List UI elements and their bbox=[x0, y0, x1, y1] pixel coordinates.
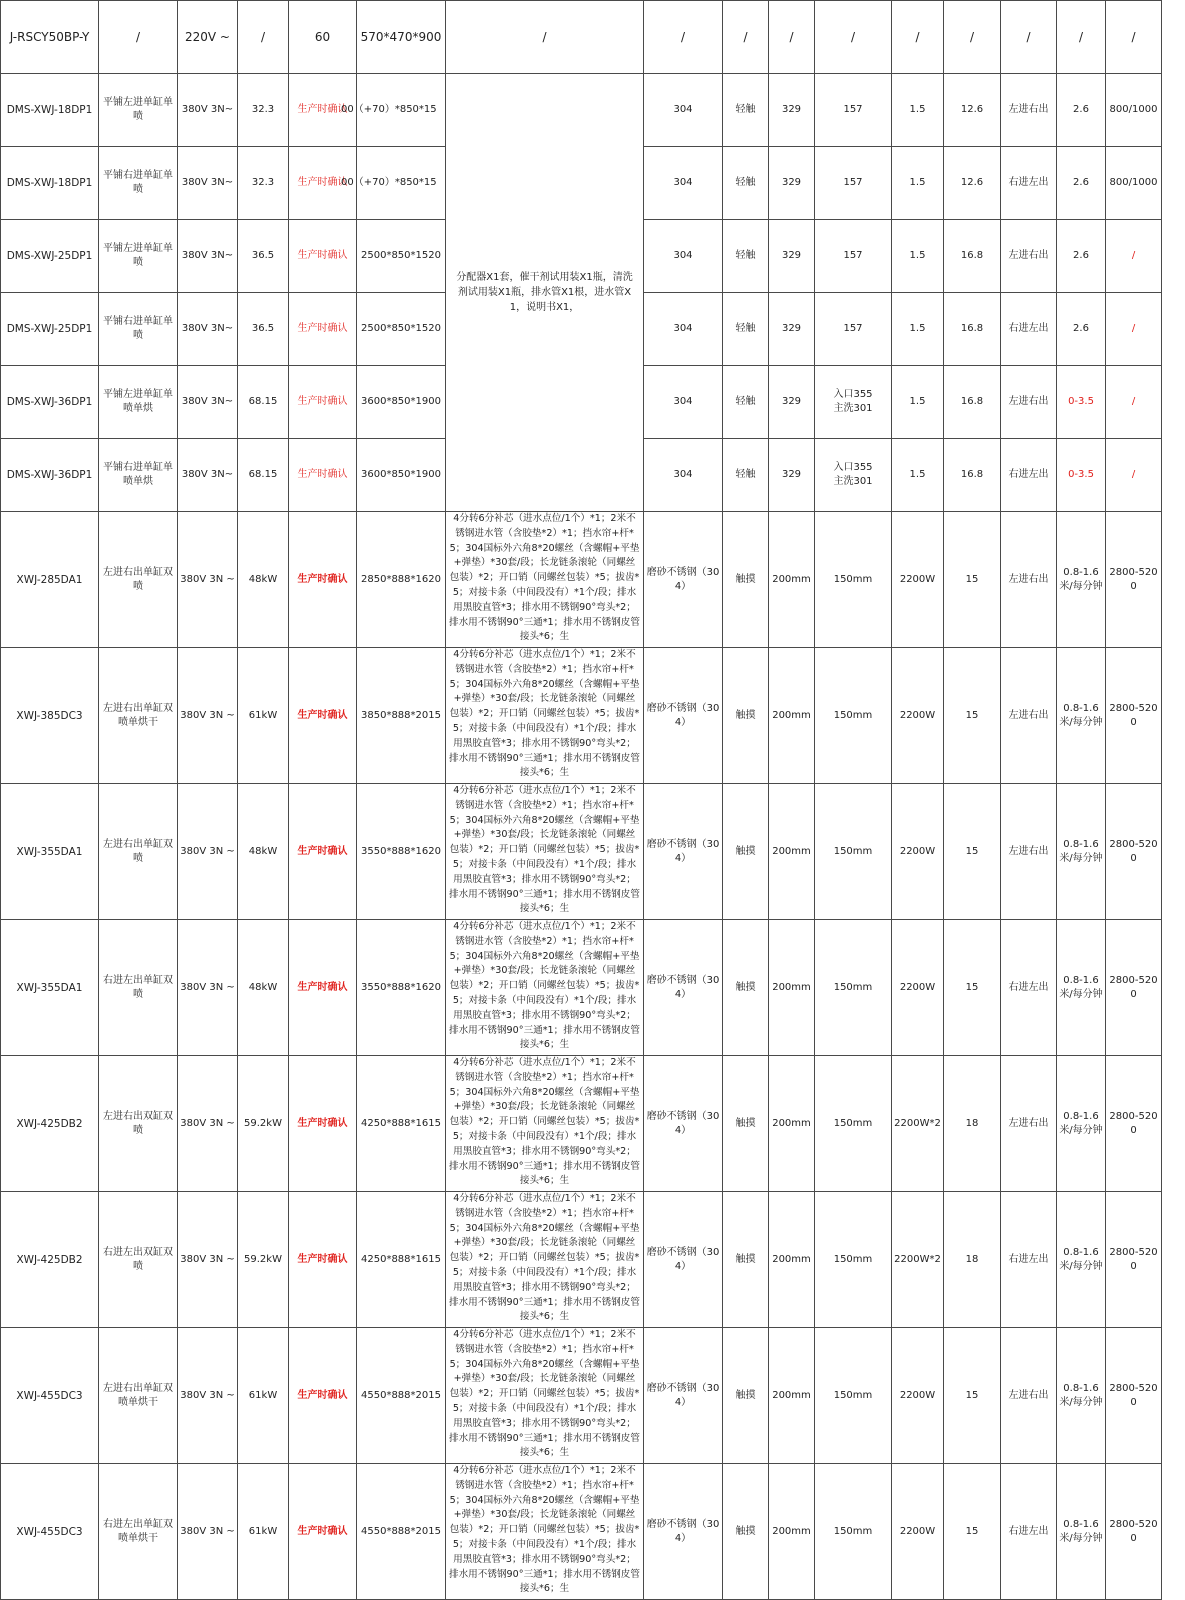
table-body bbox=[1, 1, 1162, 1600]
cell-capacity: 2800-5200 bbox=[1106, 1192, 1162, 1328]
cell-voltage: 380V 3N~ bbox=[178, 439, 238, 512]
cell-capacity: 800/1000 bbox=[1106, 74, 1162, 147]
cell-material: / bbox=[644, 1, 723, 74]
cell-model: DMS-XWJ-25DP1 bbox=[1, 220, 99, 293]
cell-direction: 右进左出 bbox=[1001, 1464, 1057, 1600]
cell-direction: 左进右出 bbox=[1001, 1328, 1057, 1464]
cell-model: XWJ-385DC3 bbox=[1, 648, 99, 784]
cell-c10: 157 bbox=[815, 293, 892, 366]
cell-capacity: 2800-5200 bbox=[1106, 784, 1162, 920]
cell-c11: 1.5 bbox=[892, 147, 944, 220]
cell-description: 平铺左进单缸单喷单烘 bbox=[99, 366, 178, 439]
cell-power: 61kW bbox=[238, 1464, 289, 1600]
cell-capacity: / bbox=[1106, 366, 1162, 439]
cell-material: 磨砂不锈钢（304） bbox=[644, 1056, 723, 1192]
cell-status: 生产时确认 bbox=[289, 220, 357, 293]
cell-speed: 2.6 bbox=[1057, 220, 1106, 293]
cell-speed: 0-3.5 bbox=[1057, 439, 1106, 512]
cell-c10: / bbox=[815, 1, 892, 74]
cell-dimensions: 00（+70）*850*15 bbox=[357, 74, 446, 147]
cell-status: 生产时确认 bbox=[289, 1056, 357, 1192]
cell-capacity: 2800-5200 bbox=[1106, 1056, 1162, 1192]
cell-c9: 329 bbox=[769, 366, 815, 439]
cell-c11: 2200W bbox=[892, 648, 944, 784]
cell-power: 32.3 bbox=[238, 147, 289, 220]
cell-status: 生产时确认 bbox=[289, 147, 357, 220]
cell-material: 磨砂不锈钢（304） bbox=[644, 512, 723, 648]
cell-c11: 1.5 bbox=[892, 220, 944, 293]
cell-voltage: 380V 3N~ bbox=[178, 74, 238, 147]
cell-model: J-RSCY50BP-Y bbox=[1, 1, 99, 74]
cell-control: 轻触 bbox=[723, 147, 769, 220]
cell-accessories: 4分转6分补芯（进水点位/1个）*1；2米不锈钢进水管（含胶垫*2）*1；挡水帘+杆*5；304国标外六角8*20螺丝（含螺帽+平垫+弹垫）*30套/段；长龙链条滚轮（同螺丝包装）*2；开口销（同螺丝包装）*5；拔齿*5；对接卡条（中间段没有）*1个/段；排水用黑胶直管*3；排水用不锈钢90°弯头*2；排水用不锈钢90°三通*1；排水用不锈钢皮管接头*6；生 bbox=[446, 1192, 644, 1328]
cell-c9: 329 bbox=[769, 220, 815, 293]
cell-status: 60 bbox=[289, 1, 357, 74]
cell-description: 左进右出单缸双喷单烘干 bbox=[99, 1328, 178, 1464]
table-row bbox=[1, 1192, 1162, 1328]
cell-speed: 0.8-1.6米/每分钟 bbox=[1057, 1328, 1106, 1464]
cell-model: XWJ-355DA1 bbox=[1, 784, 99, 920]
cell-c11: 2200W bbox=[892, 1464, 944, 1600]
cell-c10: 150mm bbox=[815, 512, 892, 648]
cell-dimensions: 3600*850*1900 bbox=[357, 439, 446, 512]
cell-speed: 0.8-1.6米/每分钟 bbox=[1057, 512, 1106, 648]
cell-description: 平铺右进单缸单喷单烘 bbox=[99, 439, 178, 512]
table-row bbox=[1, 1328, 1162, 1464]
cell-power: / bbox=[238, 1, 289, 74]
cell-c12: 16.8 bbox=[944, 439, 1001, 512]
cell-dimensions: 3850*888*2015 bbox=[357, 648, 446, 784]
cell-control: 轻触 bbox=[723, 74, 769, 147]
cell-status: 生产时确认 bbox=[289, 1464, 357, 1600]
cell-c12: 18 bbox=[944, 1192, 1001, 1328]
cell-c12: 15 bbox=[944, 648, 1001, 784]
cell-c10: 150mm bbox=[815, 784, 892, 920]
cell-direction: 右进左出 bbox=[1001, 439, 1057, 512]
cell-accessories: 4分转6分补芯（进水点位/1个）*1；2米不锈钢进水管（含胶垫*2）*1；挡水帘+杆*5；304国标外六角8*20螺丝（含螺帽+平垫+弹垫）*30套/段；长龙链条滚轮（同螺丝包装）*2；开口销（同螺丝包装）*5；拔齿*5；对接卡条（中间段没有）*1个/段；排水用黑胶直管*3；排水用不锈钢90°弯头*2；排水用不锈钢90°三通*1；排水用不锈钢皮管接头*6；生 bbox=[446, 920, 644, 1056]
cell-material: 磨砂不锈钢（304） bbox=[644, 648, 723, 784]
cell-control: / bbox=[723, 1, 769, 74]
cell-direction: 左进右出 bbox=[1001, 512, 1057, 648]
cell-control: 轻触 bbox=[723, 366, 769, 439]
cell-model: DMS-XWJ-25DP1 bbox=[1, 293, 99, 366]
cell-accessories: 分配器X1套，催干剂试用装X1瓶，清洗剂试用装X1瓶，排水管X1根，进水管X1，说明书X1， bbox=[446, 74, 644, 512]
cell-power: 48kW bbox=[238, 920, 289, 1056]
cell-c12: 18 bbox=[944, 1056, 1001, 1192]
cell-control: 轻触 bbox=[723, 220, 769, 293]
cell-dimensions: 3550*888*1620 bbox=[357, 920, 446, 1056]
cell-accessories: 4分转6分补芯（进水点位/1个）*1；2米不锈钢进水管（含胶垫*2）*1；挡水帘+杆*5；304国标外六角8*20螺丝（含螺帽+平垫+弹垫）*30套/段；长龙链条滚轮（同螺丝包装）*2；开口销（同螺丝包装）*5；拔齿*5；对接卡条（中间段没有）*1个/段；排水用黑胶直管*3；排水用不锈钢90°弯头*2；排水用不锈钢90°三通*1；排水用不锈钢皮管接头*6；生 bbox=[446, 648, 644, 784]
cell-capacity: / bbox=[1106, 293, 1162, 366]
cell-power: 68.15 bbox=[238, 366, 289, 439]
cell-description: 左进右出单缸双喷单烘干 bbox=[99, 648, 178, 784]
cell-c12: 16.8 bbox=[944, 220, 1001, 293]
cell-speed: 0.8-1.6米/每分钟 bbox=[1057, 648, 1106, 784]
cell-c9: 200mm bbox=[769, 784, 815, 920]
cell-power: 61kW bbox=[238, 1328, 289, 1464]
cell-speed: 0-3.5 bbox=[1057, 366, 1106, 439]
cell-speed: 0.8-1.6米/每分钟 bbox=[1057, 920, 1106, 1056]
cell-material: 304 bbox=[644, 293, 723, 366]
cell-material: 磨砂不锈钢（304） bbox=[644, 784, 723, 920]
cell-c10: 入口355 主洗301 bbox=[815, 366, 892, 439]
cell-c9: 200mm bbox=[769, 1056, 815, 1192]
table-row bbox=[1, 784, 1162, 920]
cell-control: 触摸 bbox=[723, 648, 769, 784]
cell-speed: 0.8-1.6米/每分钟 bbox=[1057, 1056, 1106, 1192]
cell-speed: 0.8-1.6米/每分钟 bbox=[1057, 784, 1106, 920]
cell-c11: 2200W*2 bbox=[892, 1192, 944, 1328]
cell-direction: 右进左出 bbox=[1001, 1192, 1057, 1328]
cell-speed: 2.6 bbox=[1057, 74, 1106, 147]
cell-status: 生产时确认 bbox=[289, 293, 357, 366]
cell-material: 磨砂不锈钢（304） bbox=[644, 1192, 723, 1328]
cell-capacity: 2800-5200 bbox=[1106, 1464, 1162, 1600]
cell-c11: 1.5 bbox=[892, 439, 944, 512]
cell-model: XWJ-455DC3 bbox=[1, 1328, 99, 1464]
cell-c10: 157 bbox=[815, 74, 892, 147]
cell-capacity: 800/1000 bbox=[1106, 147, 1162, 220]
cell-direction: 右进左出 bbox=[1001, 920, 1057, 1056]
cell-status: 生产时确认 bbox=[289, 1192, 357, 1328]
cell-model: XWJ-355DA1 bbox=[1, 920, 99, 1056]
cell-c12: 16.8 bbox=[944, 366, 1001, 439]
cell-direction: 左进右出 bbox=[1001, 74, 1057, 147]
cell-capacity: 2800-5200 bbox=[1106, 512, 1162, 648]
cell-model: XWJ-285DA1 bbox=[1, 512, 99, 648]
cell-dimensions: 2850*888*1620 bbox=[357, 512, 446, 648]
cell-c11: 2200W bbox=[892, 1328, 944, 1464]
cell-status: 生产时确认 bbox=[289, 366, 357, 439]
cell-accessories: 4分转6分补芯（进水点位/1个）*1；2米不锈钢进水管（含胶垫*2）*1；挡水帘+杆*5；304国标外六角8*20螺丝（含螺帽+平垫+弹垫）*30套/段；长龙链条滚轮（同螺丝包装）*2；开口销（同螺丝包装）*5；拔齿*5；对接卡条（中间段没有）*1个/段；排水用黑胶直管*3；排水用不锈钢90°弯头*2；排水用不锈钢90°三通*1；排水用不锈钢皮管接头*6；生 bbox=[446, 1056, 644, 1192]
cell-c12: 12.6 bbox=[944, 147, 1001, 220]
cell-speed: 2.6 bbox=[1057, 293, 1106, 366]
cell-control: 触摸 bbox=[723, 784, 769, 920]
cell-power: 61kW bbox=[238, 648, 289, 784]
cell-accessories: 4分转6分补芯（进水点位/1个）*1；2米不锈钢进水管（含胶垫*2）*1；挡水帘+杆*5；304国标外六角8*20螺丝（含螺帽+平垫+弹垫）*30套/段；长龙链条滚轮（同螺丝包装）*2；开口销（同螺丝包装）*5；拔齿*5；对接卡条（中间段没有）*1个/段；排水用黑胶直管*3；排水用不锈钢90°弯头*2；排水用不锈钢90°三通*1；排水用不锈钢皮管接头*6；生 bbox=[446, 512, 644, 648]
cell-direction: / bbox=[1001, 1, 1057, 74]
cell-c10: 157 bbox=[815, 220, 892, 293]
cell-power: 36.5 bbox=[238, 220, 289, 293]
cell-c12: 15 bbox=[944, 920, 1001, 1056]
cell-accessories: 4分转6分补芯（进水点位/1个）*1；2米不锈钢进水管（含胶垫*2）*1；挡水帘+杆*5；304国标外六角8*20螺丝（含螺帽+平垫+弹垫）*30套/段；长龙链条滚轮（同螺丝包装）*2；开口销（同螺丝包装）*5；拔齿*5；对接卡条（中间段没有）*1个/段；排水用黑胶直管*3；排水用不锈钢90°弯头*2；排水用不锈钢90°三通*1；排水用不锈钢皮管接头*6；生 bbox=[446, 1328, 644, 1464]
cell-voltage: 380V 3N ~ bbox=[178, 512, 238, 648]
cell-material: 304 bbox=[644, 366, 723, 439]
cell-c10: 150mm bbox=[815, 920, 892, 1056]
cell-control: 触摸 bbox=[723, 1056, 769, 1192]
cell-dimensions: 3600*850*1900 bbox=[357, 366, 446, 439]
cell-description: 右进左出单缸双喷单烘干 bbox=[99, 1464, 178, 1600]
cell-c11: 2200W bbox=[892, 920, 944, 1056]
cell-c11: 2200W bbox=[892, 512, 944, 648]
cell-c12: 15 bbox=[944, 1464, 1001, 1600]
cell-control: 触摸 bbox=[723, 1328, 769, 1464]
cell-direction: 左进右出 bbox=[1001, 648, 1057, 784]
cell-dimensions: 4250*888*1615 bbox=[357, 1056, 446, 1192]
cell-power: 48kW bbox=[238, 784, 289, 920]
cell-accessories: / bbox=[446, 1, 644, 74]
cell-material: 磨砂不锈钢（304） bbox=[644, 1328, 723, 1464]
cell-status: 生产时确认 bbox=[289, 439, 357, 512]
cell-description: 右进左出双缸双喷 bbox=[99, 1192, 178, 1328]
cell-direction: 右进左出 bbox=[1001, 147, 1057, 220]
cell-dimensions: 00（+70）*850*15 bbox=[357, 147, 446, 220]
cell-model: DMS-XWJ-36DP1 bbox=[1, 366, 99, 439]
cell-c10: 150mm bbox=[815, 1056, 892, 1192]
cell-dimensions: 4550*888*2015 bbox=[357, 1328, 446, 1464]
cell-c11: 2200W*2 bbox=[892, 1056, 944, 1192]
cell-voltage: 380V 3N~ bbox=[178, 293, 238, 366]
cell-c9: 200mm bbox=[769, 1328, 815, 1464]
table-row bbox=[1, 648, 1162, 784]
cell-status: 生产时确认 bbox=[289, 920, 357, 1056]
cell-status: 生产时确认 bbox=[289, 74, 357, 147]
cell-description: 平铺右进单缸单喷 bbox=[99, 293, 178, 366]
cell-description: 右进左出单缸双喷 bbox=[99, 920, 178, 1056]
cell-capacity: 2800-5200 bbox=[1106, 648, 1162, 784]
cell-c11: 2200W bbox=[892, 784, 944, 920]
cell-voltage: 380V 3N ~ bbox=[178, 1328, 238, 1464]
cell-material: 304 bbox=[644, 74, 723, 147]
cell-c9: 200mm bbox=[769, 1192, 815, 1328]
cell-control: 触摸 bbox=[723, 1464, 769, 1600]
cell-voltage: 220V ~ bbox=[178, 1, 238, 74]
cell-c9: 329 bbox=[769, 439, 815, 512]
cell-voltage: 380V 3N ~ bbox=[178, 920, 238, 1056]
cell-capacity: / bbox=[1106, 220, 1162, 293]
cell-c9: 200mm bbox=[769, 1464, 815, 1600]
cell-control: 轻触 bbox=[723, 439, 769, 512]
cell-c10: 150mm bbox=[815, 1192, 892, 1328]
cell-speed: 0.8-1.6米/每分钟 bbox=[1057, 1464, 1106, 1600]
cell-c9: 329 bbox=[769, 293, 815, 366]
table-row bbox=[1, 1464, 1162, 1600]
cell-voltage: 380V 3N~ bbox=[178, 147, 238, 220]
cell-c9: 329 bbox=[769, 147, 815, 220]
cell-direction: 左进右出 bbox=[1001, 220, 1057, 293]
cell-description: 平铺左进单缸单喷 bbox=[99, 74, 178, 147]
cell-c12: 15 bbox=[944, 784, 1001, 920]
cell-status: 生产时确认 bbox=[289, 512, 357, 648]
cell-dimensions: 4550*888*2015 bbox=[357, 1464, 446, 1600]
cell-dimensions: 2500*850*1520 bbox=[357, 220, 446, 293]
cell-c10: 150mm bbox=[815, 648, 892, 784]
cell-accessories: 4分转6分补芯（进水点位/1个）*1；2米不锈钢进水管（含胶垫*2）*1；挡水帘+杆*5；304国标外六角8*20螺丝（含螺帽+平垫+弹垫）*30套/段；长龙链条滚轮（同螺丝包装）*2；开口销（同螺丝包装）*5；拔齿*5；对接卡条（中间段没有）*1个/段；排水用黑胶直管*3；排水用不锈钢90°弯头*2；排水用不锈钢90°三通*1；排水用不锈钢皮管接头*6；生 bbox=[446, 784, 644, 920]
cell-c11: 1.5 bbox=[892, 74, 944, 147]
cell-status: 生产时确认 bbox=[289, 1328, 357, 1464]
cell-capacity: / bbox=[1106, 1, 1162, 74]
cell-control: 触摸 bbox=[723, 920, 769, 1056]
cell-description: 左进右出双缸双喷 bbox=[99, 1056, 178, 1192]
cell-voltage: 380V 3N ~ bbox=[178, 1192, 238, 1328]
cell-model: XWJ-425DB2 bbox=[1, 1192, 99, 1328]
cell-dimensions: 570*470*900 bbox=[357, 1, 446, 74]
cell-c10: 150mm bbox=[815, 1328, 892, 1464]
cell-material: 304 bbox=[644, 220, 723, 293]
cell-c9: 200mm bbox=[769, 512, 815, 648]
cell-speed: 0.8-1.6米/每分钟 bbox=[1057, 1192, 1106, 1328]
cell-control: 触摸 bbox=[723, 1192, 769, 1328]
cell-control: 触摸 bbox=[723, 512, 769, 648]
cell-c12: 12.6 bbox=[944, 74, 1001, 147]
cell-status: 生产时确认 bbox=[289, 648, 357, 784]
cell-c11: 1.5 bbox=[892, 293, 944, 366]
cell-direction: 左进右出 bbox=[1001, 366, 1057, 439]
cell-power: 32.3 bbox=[238, 74, 289, 147]
cell-capacity: 2800-5200 bbox=[1106, 1328, 1162, 1464]
cell-voltage: 380V 3N ~ bbox=[178, 784, 238, 920]
cell-direction: 左进右出 bbox=[1001, 1056, 1057, 1192]
cell-c10: 157 bbox=[815, 147, 892, 220]
cell-c11: 1.5 bbox=[892, 366, 944, 439]
table-row bbox=[1, 512, 1162, 648]
cell-power: 68.15 bbox=[238, 439, 289, 512]
cell-c9: / bbox=[769, 1, 815, 74]
cell-c12: 16.8 bbox=[944, 293, 1001, 366]
cell-c9: 329 bbox=[769, 74, 815, 147]
cell-capacity: 2800-5200 bbox=[1106, 920, 1162, 1056]
cell-model: DMS-XWJ-36DP1 bbox=[1, 439, 99, 512]
cell-c10: 入口355 主洗301 bbox=[815, 439, 892, 512]
cell-description: 左进右出单缸双喷 bbox=[99, 512, 178, 648]
cell-material: 磨砂不锈钢（304） bbox=[644, 1464, 723, 1600]
cell-c10: 150mm bbox=[815, 1464, 892, 1600]
table-row bbox=[1, 1056, 1162, 1192]
cell-power: 36.5 bbox=[238, 293, 289, 366]
cell-c12: 15 bbox=[944, 1328, 1001, 1464]
cell-c9: 200mm bbox=[769, 920, 815, 1056]
cell-dimensions: 2500*850*1520 bbox=[357, 293, 446, 366]
cell-power: 48kW bbox=[238, 512, 289, 648]
table-row bbox=[1, 1, 1162, 74]
cell-material: 304 bbox=[644, 439, 723, 512]
cell-model: XWJ-425DB2 bbox=[1, 1056, 99, 1192]
cell-c9: 200mm bbox=[769, 648, 815, 784]
cell-c12: / bbox=[944, 1, 1001, 74]
cell-dimensions: 4250*888*1615 bbox=[357, 1192, 446, 1328]
table-row bbox=[1, 920, 1162, 1056]
cell-model: DMS-XWJ-18DP1 bbox=[1, 74, 99, 147]
cell-capacity: / bbox=[1106, 439, 1162, 512]
cell-power: 59.2kW bbox=[238, 1056, 289, 1192]
cell-accessories: 4分转6分补芯（进水点位/1个）*1；2米不锈钢进水管（含胶垫*2）*1；挡水帘+杆*5；304国标外六角8*20螺丝（含螺帽+平垫+弹垫）*30套/段；长龙链条滚轮（同螺丝包装）*2；开口销（同螺丝包装）*5；拔齿*5；对接卡条（中间段没有）*1个/段；排水用黑胶直管*3；排水用不锈钢90°弯头*2；排水用不锈钢90°三通*1；排水用不锈钢皮管接头*6；生 bbox=[446, 1464, 644, 1600]
cell-direction: 左进右出 bbox=[1001, 784, 1057, 920]
cell-dimensions: 3550*888*1620 bbox=[357, 784, 446, 920]
cell-model: XWJ-455DC3 bbox=[1, 1464, 99, 1600]
cell-material: 304 bbox=[644, 147, 723, 220]
cell-direction: 右进左出 bbox=[1001, 293, 1057, 366]
cell-power: 59.2kW bbox=[238, 1192, 289, 1328]
cell-voltage: 380V 3N~ bbox=[178, 366, 238, 439]
cell-description: 左进右出单缸双喷 bbox=[99, 784, 178, 920]
cell-material: 磨砂不锈钢（304） bbox=[644, 920, 723, 1056]
cell-speed: 2.6 bbox=[1057, 147, 1106, 220]
cell-voltage: 380V 3N ~ bbox=[178, 1056, 238, 1192]
cell-c12: 15 bbox=[944, 512, 1001, 648]
cell-voltage: 380V 3N ~ bbox=[178, 1464, 238, 1600]
cell-voltage: 380V 3N~ bbox=[178, 220, 238, 293]
cell-voltage: 380V 3N ~ bbox=[178, 648, 238, 784]
table-row bbox=[1, 74, 1162, 147]
cell-description: 平铺右进单缸单喷 bbox=[99, 147, 178, 220]
cell-description: / bbox=[99, 1, 178, 74]
cell-speed: / bbox=[1057, 1, 1106, 74]
cell-model: DMS-XWJ-18DP1 bbox=[1, 147, 99, 220]
cell-control: 轻触 bbox=[723, 293, 769, 366]
cell-c11: / bbox=[892, 1, 944, 74]
cell-status: 生产时确认 bbox=[289, 784, 357, 920]
cell-description: 平铺左进单缸单喷 bbox=[99, 220, 178, 293]
